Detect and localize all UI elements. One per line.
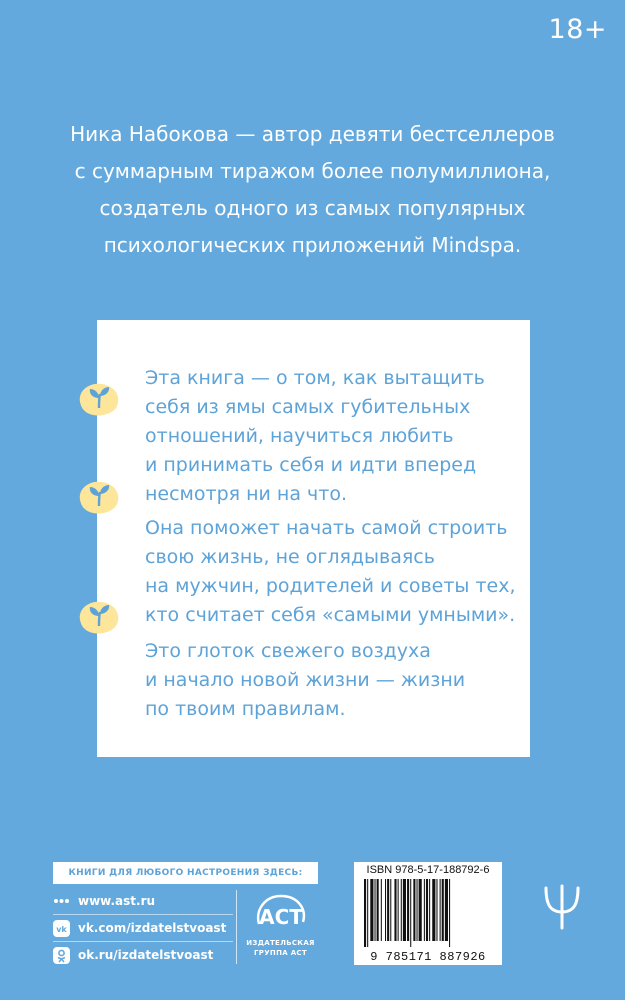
link-website-text[interactable]: www.ast.ru — [78, 894, 156, 908]
vk-icon — [53, 920, 70, 937]
blurb-paragraph-1 — [145, 364, 525, 509]
barcode-bar — [367, 879, 368, 947]
author-bio-line: психологических приложений Mindspa. — [103, 233, 522, 257]
blurb-paragraph-2 — [145, 514, 525, 630]
blurb-line: Эта книга — о том, как вытащить — [145, 367, 485, 389]
barcode — [354, 862, 502, 965]
barcode-bar — [375, 879, 376, 941]
blurb-line: отношений, научиться любить — [145, 425, 454, 447]
barcode-bar — [385, 879, 386, 941]
link-vk[interactable] — [53, 915, 233, 942]
blurb-line: и начало новой жизни — жизни — [145, 669, 466, 691]
blurb-card — [97, 320, 530, 757]
barcode-bar — [445, 879, 448, 941]
barcode-bar — [449, 879, 450, 947]
barcode-bar — [419, 879, 422, 941]
barcode-bar — [432, 879, 435, 941]
flower-bud-icon — [76, 378, 124, 418]
author-bio-line: с суммарным тиражом более полумиллиона, — [74, 159, 551, 183]
barcode-bar — [410, 879, 411, 947]
blurb-line: свою жизнь, не оглядываясь — [145, 546, 435, 568]
isbn-digits: 9 785171 887926 — [370, 950, 486, 964]
barcode-bars — [364, 879, 492, 947]
link-ok-text[interactable]: ok.ru/izdatelstvoast — [78, 948, 214, 962]
barcode-bar — [424, 879, 425, 941]
barcode-bar — [426, 879, 428, 941]
flower-bud-icon — [76, 596, 124, 636]
age-rating: 18+ — [548, 14, 607, 45]
blurb-line: по твоим правилам. — [145, 698, 346, 720]
barcode-bar — [440, 879, 441, 941]
ast-logo-icon — [251, 890, 311, 934]
link-ok[interactable] — [53, 942, 233, 968]
author-bio-line: Ника Набокова — автор девяти бестселлеров — [70, 122, 555, 146]
ok-icon — [53, 947, 70, 964]
blurb-line: на мужчин, родителей и советы тех, — [145, 575, 516, 597]
barcode-bar — [377, 879, 379, 941]
svg-text:vk: vk — [56, 924, 67, 934]
globe-dots-icon — [53, 893, 70, 910]
footer-links — [53, 888, 233, 968]
link-website[interactable] — [53, 888, 233, 915]
barcode-bar — [407, 879, 409, 941]
barcode-bar — [401, 879, 402, 941]
barcode-bar — [429, 879, 430, 941]
flower-bud-icon — [76, 476, 124, 516]
blurb-line: кто считает себя «самыми умными». — [145, 604, 516, 626]
barcode-bar — [417, 879, 418, 941]
blurb-line: и принимать себя и идти вперед — [145, 454, 477, 476]
barcode-bar — [403, 879, 406, 941]
author-bio-line: создатель одного из самых популярных — [99, 196, 526, 220]
barcode-bar — [387, 879, 389, 941]
barcode-bar — [442, 879, 444, 941]
barcode-bar — [364, 879, 366, 947]
blurb-paragraph-3 — [145, 637, 525, 724]
barcode-bar — [394, 879, 396, 941]
barcode-bar — [381, 879, 382, 941]
barcode-bar — [370, 879, 373, 941]
blurb-line: Она поможет начать самой строить — [145, 517, 508, 539]
barcode-bar — [436, 879, 437, 941]
footer-heading: КНИГИ ДЛЯ ЛЮБОГО НАСТРОЕНИЯ ЗДЕСЬ: — [53, 862, 318, 884]
footer-divider — [236, 890, 237, 964]
blurb-line: себя из ямы самых губительных — [145, 396, 471, 418]
barcode-bar — [390, 879, 391, 941]
barcode-bar — [398, 879, 399, 941]
author-bio — [40, 116, 585, 264]
barcode-bar — [413, 879, 415, 941]
isbn-label: ISBN 978-5-17-188792-6 — [366, 864, 490, 876]
blurb-line: Это глоток свежего воздуха — [145, 640, 431, 662]
link-vk-text[interactable]: vk.com/izdatelstvoast — [78, 921, 227, 935]
blurb-line: несмотря ни на что. — [145, 483, 347, 505]
publisher-logo — [243, 890, 318, 958]
psi-symbol-icon — [532, 882, 592, 932]
ast-logo-text: АСТ — [258, 905, 303, 929]
publisher-caption-1: ИЗДАТЕЛЬСКАЯ — [246, 939, 315, 947]
publisher-caption-2: ГРУППА АСТ — [254, 949, 307, 957]
